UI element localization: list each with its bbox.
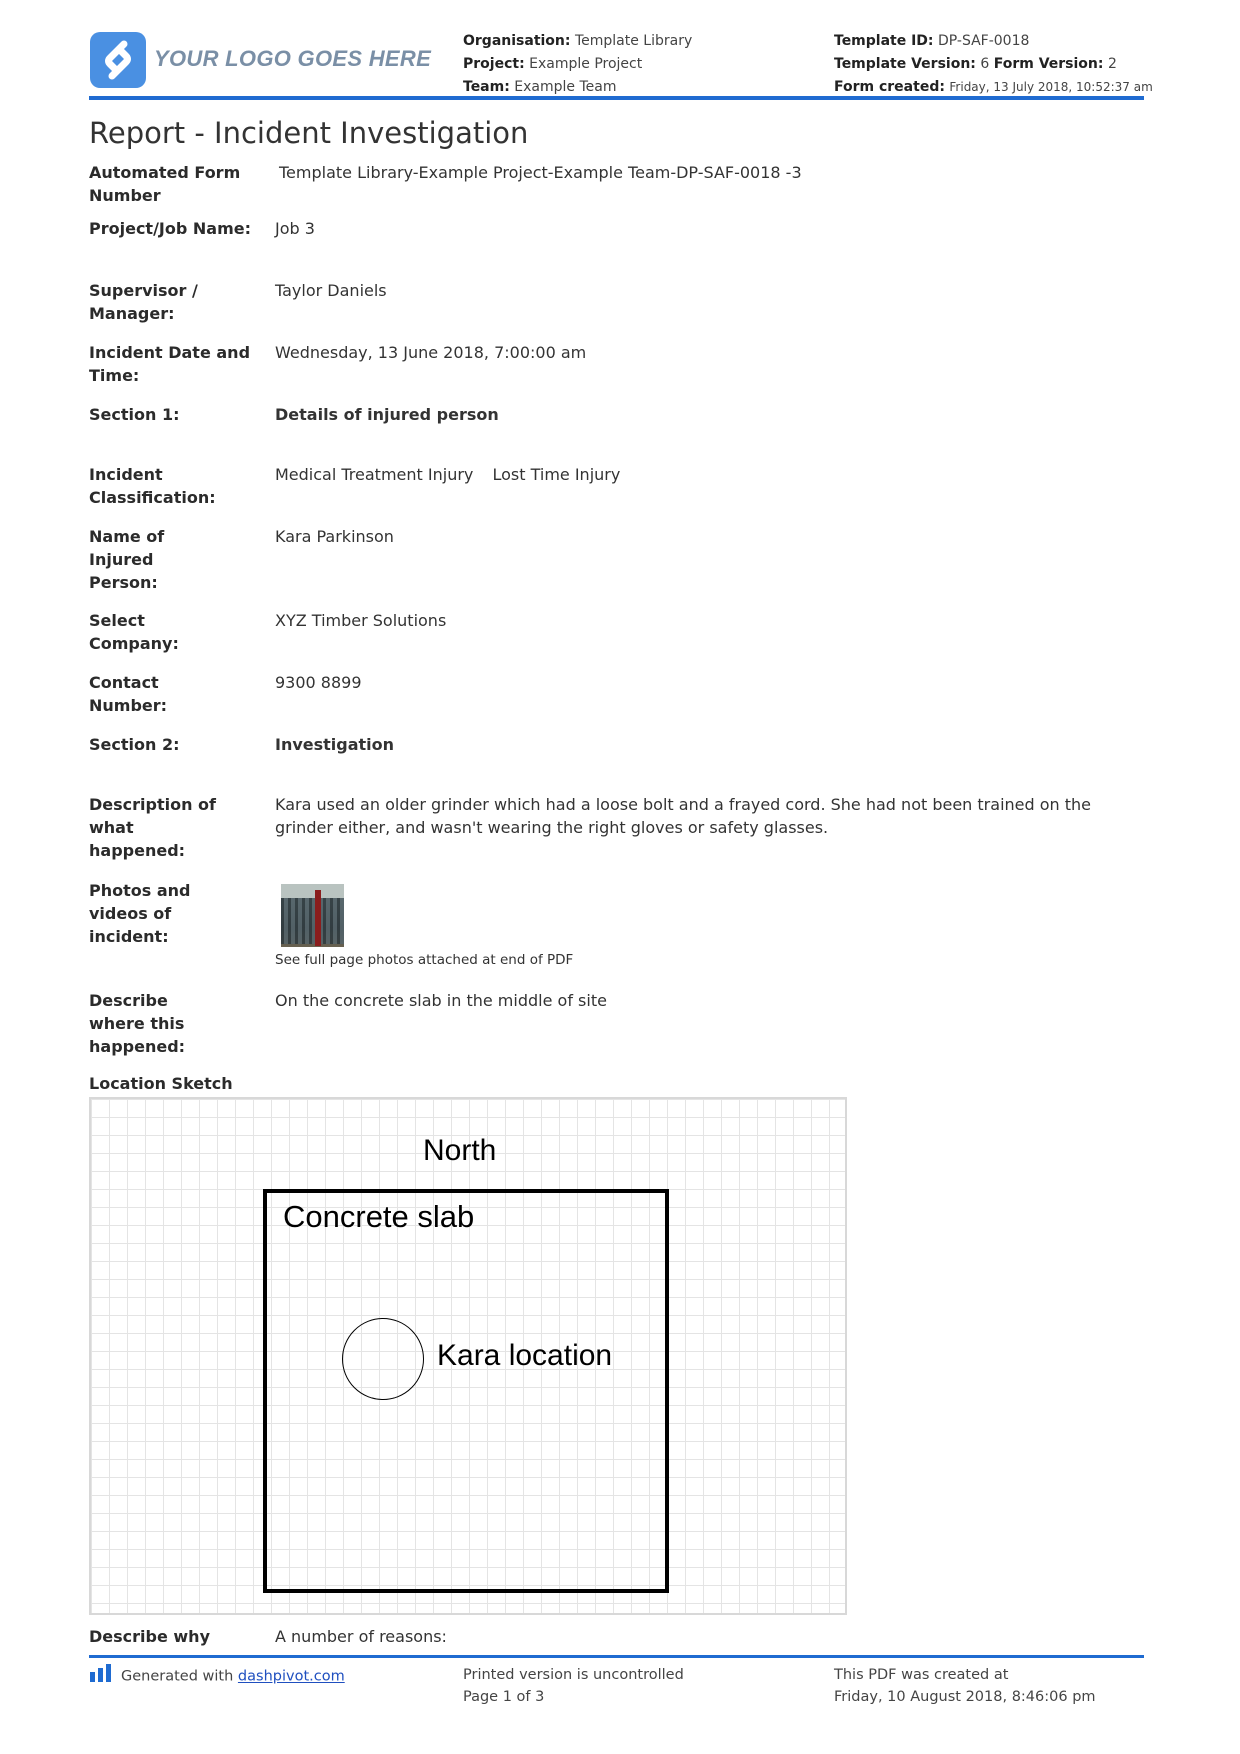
footer-divider [89, 1655, 1144, 1658]
organisation-label: Organisation: [463, 33, 571, 49]
team-value: Example Team [514, 79, 617, 95]
classification-label: Incident Classification: [89, 465, 216, 507]
sketch-location-circle [342, 1318, 424, 1400]
form-created-value: Friday, 13 July 2018, 10:52:37 am [949, 80, 1153, 94]
organisation-value: Template Library [574, 33, 693, 49]
form-created-label: Form created: [834, 79, 945, 95]
header-meta-right [834, 30, 1153, 99]
description-value: Kara used an older grinder which had a loose bolt and a frayed cord. She had not been trained on the grinder either, and wasn't wearing the right gloves or safety glasses. [275, 795, 1092, 837]
incident-date-label: Incident Date and Time: [89, 343, 251, 385]
incident-date-value: Wednesday, 13 June 2018, 7:00:00 am [275, 343, 587, 362]
contact-label: Contact Number: [89, 673, 168, 715]
dashpivot-bars-icon [89, 1664, 113, 1689]
classification-medical-treatment: Medical Treatment Injury [275, 465, 474, 484]
company-label: Select Company: [89, 611, 179, 653]
sketch-kara-label: Kara location [437, 1339, 613, 1372]
supervisor-label: Supervisor / Manager: [89, 281, 198, 323]
uncontrolled-note: Printed version is uncontrolled [463, 1667, 684, 1683]
form-number-value: Template Library-Example Project-Example Team-DP-SAF-0018 -3 [279, 163, 802, 182]
page-info: Page 1 of 3 [463, 1689, 545, 1705]
photos-caption: See full page photos attached at end of PDF [275, 952, 574, 968]
why-value: A number of reasons: [275, 1627, 447, 1646]
location-sketch-heading: Location Sketch [89, 1074, 233, 1093]
dashpivot-link[interactable]: dashpivot.com [237, 1668, 345, 1685]
classification-values [275, 463, 1145, 486]
team-label: Team: [463, 79, 510, 95]
pdf-created-label: This PDF was created at [834, 1667, 1009, 1683]
incident-photo-thumbnail[interactable] [281, 884, 344, 947]
form-version-value: 2 [1107, 56, 1117, 72]
section-1-title: Details of injured person [275, 405, 499, 424]
company-value: XYZ Timber Solutions [275, 611, 447, 630]
header-divider [89, 96, 1144, 100]
generated-prefix: Generated with [121, 1668, 234, 1685]
sketch-north-label: North [423, 1134, 497, 1167]
where-label: Describe where this happened: [89, 991, 186, 1056]
footer-generated [89, 1664, 345, 1689]
form-number-label: Automated Form Number [89, 163, 241, 205]
template-id-value: DP-SAF-0018 [937, 33, 1030, 49]
form-version-label: Form Version: [993, 56, 1104, 72]
project-job-label: Project/Job Name: [89, 219, 251, 238]
logo-s-icon [90, 32, 146, 88]
description-label: Description of what happened: [89, 795, 217, 860]
section-1-label: Section 1: [89, 405, 180, 424]
section-2-title: Investigation [275, 735, 395, 754]
classification-lost-time: Lost Time Injury [492, 465, 621, 484]
contact-value: 9300 8899 [275, 673, 362, 692]
section-2-label: Section 2: [89, 735, 180, 754]
why-label: Describe why [89, 1627, 210, 1646]
supervisor-value: Taylor Daniels [275, 281, 387, 300]
project-job-value: Job 3 [275, 219, 315, 238]
sketch-slab-outline [263, 1189, 669, 1593]
logo-text: YOUR LOGO GOES HERE [154, 46, 432, 71]
page-title: Report - Incident Investigation [89, 116, 529, 150]
location-sketch [89, 1097, 847, 1615]
header-meta-left [463, 30, 692, 99]
where-value: On the concrete slab in the middle of site [275, 991, 607, 1010]
photos-label: Photos and videos of incident: [89, 881, 191, 946]
template-version-value: 6 [980, 56, 990, 72]
template-version-label: Template Version: [834, 56, 976, 72]
template-id-label: Template ID: [834, 33, 934, 49]
footer-middle [463, 1664, 684, 1708]
sketch-slab-label: Concrete slab [283, 1199, 475, 1234]
injured-name-value: Kara Parkinson [275, 527, 394, 546]
footer-right [834, 1664, 1096, 1708]
project-label: Project: [463, 56, 525, 72]
injured-name-label: Name of Injured Person: [89, 527, 165, 592]
project-value: Example Project [529, 56, 643, 72]
pdf-created-value: Friday, 10 August 2018, 8:46:06 pm [834, 1689, 1096, 1705]
